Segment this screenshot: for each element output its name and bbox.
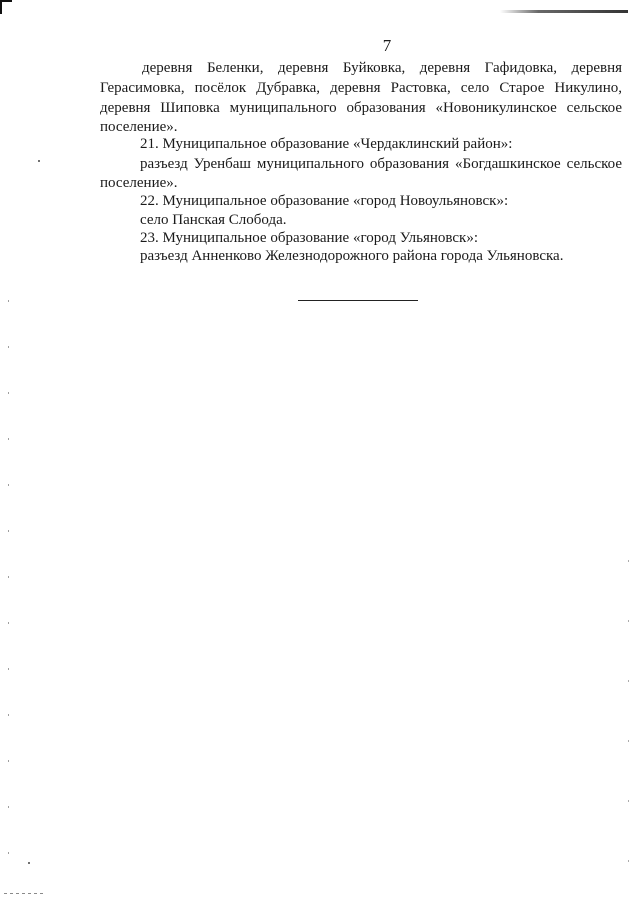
list-item-heading: 21. Муниципальное образование «Чердаклинский район»:	[140, 136, 513, 152]
paragraph-text: поселение».	[100, 119, 178, 135]
paragraph-line	[142, 59, 622, 78]
end-separator-line	[298, 300, 418, 301]
paragraph-text: деревня Шиповка муниципального образования «Новоникулинское сельское	[100, 100, 622, 116]
list-item-heading: 23. Муниципальное образование «город Ульяновск»:	[140, 230, 478, 246]
paragraph-text: разъезд Уренбаш муниципального образования «Богдашкинское сельское	[140, 156, 622, 172]
scan-edge-mark	[4, 893, 44, 894]
paragraph-text: разъезд Анненково Железнодорожного района города Ульяновска.	[140, 248, 564, 264]
paragraph-line	[140, 155, 622, 174]
paragraph-text: село Панская Слобода.	[140, 212, 287, 228]
paragraph-line	[100, 79, 622, 98]
scan-speck	[28, 862, 30, 864]
paragraph-text: поселение».	[100, 175, 178, 191]
scan-edge-mark	[500, 10, 628, 13]
scan-edge-mark	[0, 0, 12, 14]
paragraph-text: деревня Беленки, деревня Буйковка, деревня Гафидовка, деревня	[142, 60, 622, 76]
scan-edge-mark	[628, 560, 629, 880]
page-number: 7	[382, 36, 392, 55]
paragraph-line	[100, 99, 622, 118]
scan-speck	[38, 160, 40, 162]
scan-edge-mark	[8, 300, 9, 860]
list-item-heading: 22. Муниципальное образование «город Новоульяновск»:	[140, 193, 509, 209]
paragraph-text: Герасимовка, посёлок Дубравка, деревня Растовка, село Старое Никулино,	[100, 80, 622, 96]
